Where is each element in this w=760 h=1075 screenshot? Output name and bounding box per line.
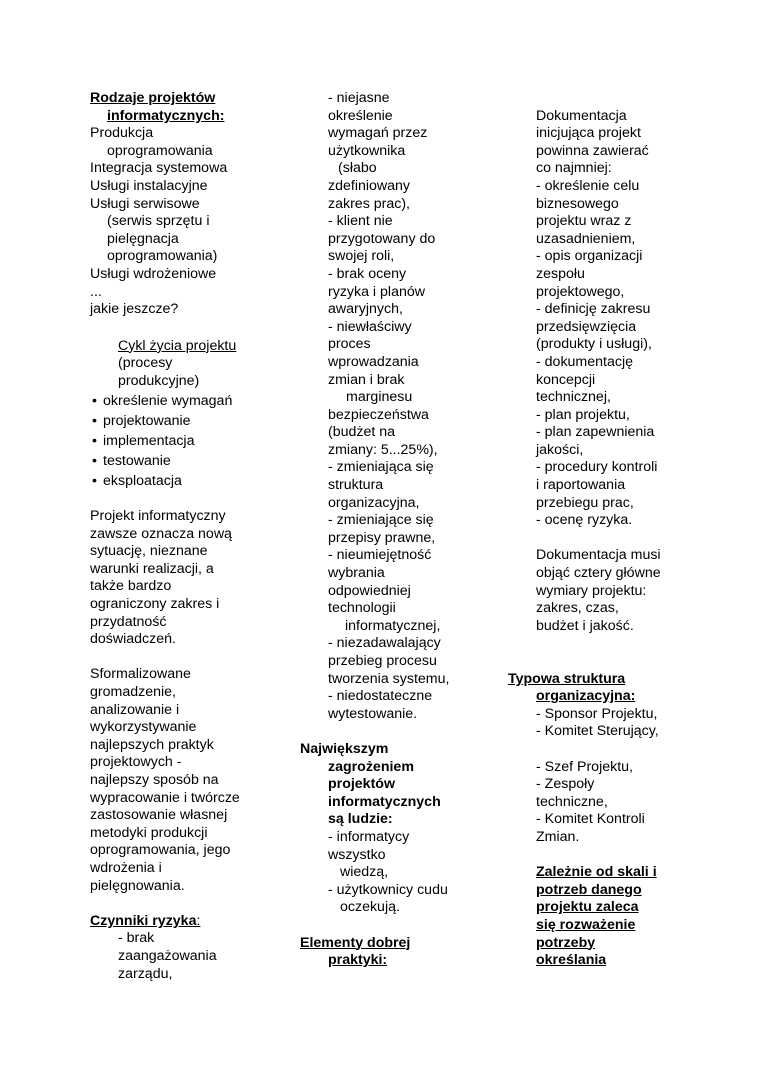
paragraph-line: przydatność bbox=[90, 613, 167, 630]
org-item: - Komitet Kontroli bbox=[536, 811, 645, 828]
paragraph-line: metodyki produkcji bbox=[90, 824, 208, 841]
risk-line: - zmieniająca się bbox=[328, 459, 434, 476]
practice-heading: Elementy dobrej bbox=[300, 934, 411, 951]
type-line: ... bbox=[90, 283, 102, 300]
risk-line: określenie bbox=[328, 107, 393, 124]
org-item: techniczne, bbox=[536, 793, 608, 810]
risk-line: przygotowany do bbox=[328, 230, 436, 247]
phase-item: • implementacja bbox=[90, 431, 265, 451]
type-line: Integracja systemowa bbox=[90, 160, 228, 177]
paragraph-line: analizowanie i bbox=[90, 701, 180, 718]
doc-line: objąć cztery główne bbox=[536, 565, 661, 582]
doc-line: Dokumentacja musi bbox=[536, 547, 661, 564]
type-line: Usługi instalacyjne bbox=[90, 177, 208, 194]
risk-line: wprowadzania bbox=[328, 353, 419, 370]
risk-line: - niedostateczne bbox=[328, 688, 433, 705]
org-item: Zmian. bbox=[536, 828, 580, 845]
heading-project-types: Rodzaje projektów bbox=[90, 90, 216, 106]
doc-line: - plan projektu, bbox=[536, 406, 630, 423]
doc-line: zakres, czas, bbox=[536, 600, 619, 617]
phase-item: • eksploatacja bbox=[90, 471, 265, 491]
scale-heading: potrzeby bbox=[536, 934, 596, 951]
paragraph-line: najlepszych praktyk bbox=[90, 736, 214, 753]
risk-line: zakres prac), bbox=[328, 195, 410, 212]
risk-item: zaangażowania bbox=[118, 947, 217, 964]
risk-line: proces bbox=[328, 336, 371, 353]
risk-colon: : bbox=[196, 912, 201, 929]
risk-line: zdefiniowany bbox=[328, 177, 411, 194]
threat-item: - użytkownicy cudu bbox=[328, 881, 448, 898]
doc-line: technicznej, bbox=[536, 389, 611, 406]
org-item: - Sponsor Projektu, bbox=[536, 705, 658, 722]
doc-line: - określenie celu bbox=[536, 177, 640, 194]
risk-line: - niezadawalający bbox=[328, 635, 441, 652]
threat-item: - informatycy bbox=[328, 828, 410, 845]
threat-item: oczekują. bbox=[340, 899, 400, 916]
risk-line: technologii bbox=[328, 600, 396, 617]
org-item: - Zespoły bbox=[536, 776, 595, 793]
type-line: (serwis sprzętu i bbox=[107, 213, 210, 230]
risk-line: wybrania bbox=[328, 565, 385, 582]
risk-line: marginesu bbox=[346, 389, 413, 406]
paragraph-line: pielęgnowania. bbox=[90, 877, 185, 894]
practice-heading: praktyki: bbox=[328, 952, 388, 969]
paragraph-line: gromadzenie, bbox=[90, 684, 176, 701]
doc-line: inicjująca projekt bbox=[536, 125, 641, 142]
doc-line: (produkty i usługi), bbox=[536, 336, 652, 353]
risk-line: (słabo bbox=[338, 160, 377, 177]
doc-line: uzasadnieniem, bbox=[536, 230, 636, 247]
doc-line: przedsięwzięcia bbox=[536, 318, 637, 335]
risk-line: ryzyka i planów bbox=[328, 283, 425, 300]
doc-line: projektowego, bbox=[536, 283, 625, 300]
risk-line: - brak oceny bbox=[328, 265, 407, 282]
doc-line: przebiegu prac, bbox=[536, 494, 634, 511]
phase-item: • określenie wymagań bbox=[90, 391, 265, 411]
risk-item: zarządu, bbox=[118, 965, 173, 982]
risk-line: swojej roli, bbox=[328, 248, 395, 265]
cycle-title: Cykl życia projektu bbox=[118, 337, 237, 354]
doc-line: - plan zapewnienia bbox=[536, 424, 655, 441]
risk-title: Czynniki ryzyka bbox=[90, 912, 197, 929]
threat-item: wiedzą, bbox=[340, 864, 389, 881]
doc-line: - procedury kontroli bbox=[536, 459, 658, 476]
risk-line: zmiany: 5...25%), bbox=[328, 441, 438, 458]
risk-line: - klient nie bbox=[328, 213, 393, 230]
risk-line: odpowiedniej bbox=[328, 582, 411, 599]
paragraph-line: sytuację, nieznane bbox=[90, 543, 208, 560]
risk-line: zmian i brak bbox=[328, 371, 405, 388]
doc-line: - definicję zakresu bbox=[536, 301, 651, 318]
risk-item: - brak bbox=[118, 930, 155, 947]
threat-heading: zagrożeniem bbox=[328, 758, 414, 775]
phase-item: • projektowanie bbox=[90, 411, 265, 431]
risk-line: - niejasne bbox=[328, 90, 390, 106]
phase-item: • testowanie bbox=[90, 451, 265, 471]
threat-heading: projektów bbox=[328, 776, 396, 793]
paragraph-line: zastosowanie własnej bbox=[90, 807, 228, 824]
paragraph-line: wykorzystywanie bbox=[90, 719, 197, 736]
risk-line: informatycznej, bbox=[345, 617, 441, 634]
type-line: oprogramowania) bbox=[107, 248, 218, 265]
risk-line: tworzenia systemu, bbox=[328, 670, 450, 687]
doc-line: koncepcji bbox=[536, 371, 596, 388]
risk-line: użytkownika bbox=[328, 142, 406, 159]
doc-line: jakości, bbox=[536, 441, 584, 458]
doc-line: - opis organizacji bbox=[536, 248, 643, 265]
column-2 bbox=[300, 90, 470, 970]
threat-heading: Największym bbox=[300, 740, 389, 757]
risk-line: wymagań przez bbox=[328, 125, 428, 142]
scale-heading: potrzeb danego bbox=[536, 881, 642, 898]
risk-line: - nieumiejętność bbox=[328, 547, 432, 564]
risk-line: bezpieczeństwa bbox=[328, 406, 429, 423]
scale-heading: określania bbox=[536, 952, 607, 969]
doc-line: i raportowania bbox=[536, 477, 626, 494]
org-heading: Typowa struktura bbox=[508, 670, 626, 687]
org-item: - Szef Projektu, bbox=[536, 758, 633, 775]
risk-line: wytestowanie. bbox=[328, 705, 418, 722]
risk-line: przepisy prawne, bbox=[328, 529, 436, 546]
threat-heading: są ludzie: bbox=[328, 811, 393, 828]
doc-line: biznesowego bbox=[536, 195, 619, 212]
threat-item: wszystko bbox=[328, 846, 386, 863]
type-line: Usługi serwisowe bbox=[90, 195, 200, 212]
paragraph-line: ograniczony zakres i bbox=[90, 596, 220, 613]
type-line: Usługi wdrożeniowe bbox=[90, 265, 217, 282]
type-line: Produkcja bbox=[90, 125, 154, 142]
column-3 bbox=[508, 90, 683, 970]
risk-line: organizacyjna, bbox=[328, 494, 420, 511]
cycle-subtitle: (procesy bbox=[118, 355, 173, 372]
risk-line: (budżet na bbox=[328, 424, 396, 441]
doc-line: - dokumentację bbox=[536, 353, 633, 370]
org-heading: organizacyjna: bbox=[536, 688, 636, 705]
cycle-subtitle: produkcyjne) bbox=[118, 372, 200, 389]
type-line: oprogramowania bbox=[107, 142, 213, 159]
risk-line: - zmieniające się bbox=[328, 512, 434, 529]
heading-project-types-cont: informatycznych: bbox=[107, 107, 225, 124]
doc-line: - ocenę ryzyka. bbox=[536, 512, 633, 529]
risk-heading bbox=[90, 913, 265, 931]
paragraph-line: Sformalizowane bbox=[90, 666, 191, 683]
threat-heading: informatycznych bbox=[328, 793, 441, 810]
paragraph-line: wdrożenia i bbox=[90, 859, 162, 876]
paragraph-line: wypracowanie i twórcze bbox=[90, 789, 240, 806]
scale-heading: się rozważenie bbox=[536, 916, 636, 933]
risk-line: struktura bbox=[328, 477, 384, 494]
paragraph-line: oprogramowania, jego bbox=[90, 842, 231, 859]
paragraph-line: zawsze oznacza nową bbox=[90, 525, 232, 542]
risk-line: - niewłaściwy bbox=[328, 318, 412, 335]
doc-line: budżet i jakość. bbox=[536, 617, 634, 634]
doc-line: Dokumentacja bbox=[536, 107, 627, 124]
risk-line: awaryjnych, bbox=[328, 301, 403, 318]
type-line: pielęgnacja bbox=[107, 230, 179, 247]
org-item: - Komitet Sterujący, bbox=[536, 723, 659, 740]
paragraph-line: doświadczeń. bbox=[90, 631, 176, 648]
paragraph-line: także bardzo bbox=[90, 578, 172, 595]
type-line: jakie jeszcze? bbox=[90, 301, 179, 318]
scale-heading: projektu zaleca bbox=[536, 899, 639, 916]
paragraph-line: warunki realizacji, a bbox=[90, 560, 214, 577]
doc-line: powinna zawierać bbox=[536, 142, 649, 159]
doc-line: projektu wraz z bbox=[536, 213, 632, 230]
paragraph-line: projektowych - bbox=[90, 754, 182, 771]
risk-line: przebieg procesu bbox=[328, 653, 437, 669]
doc-line: zespołu bbox=[536, 265, 585, 282]
column-1 bbox=[90, 90, 265, 983]
doc-line: wymiary projektu: bbox=[536, 582, 647, 599]
paragraph-line: Projekt informatyczny bbox=[90, 508, 226, 525]
doc-line: co najmniej: bbox=[536, 160, 612, 177]
scale-heading: Zależnie od skali i bbox=[536, 864, 657, 881]
paragraph-line: najlepszy sposób na bbox=[90, 772, 219, 788]
